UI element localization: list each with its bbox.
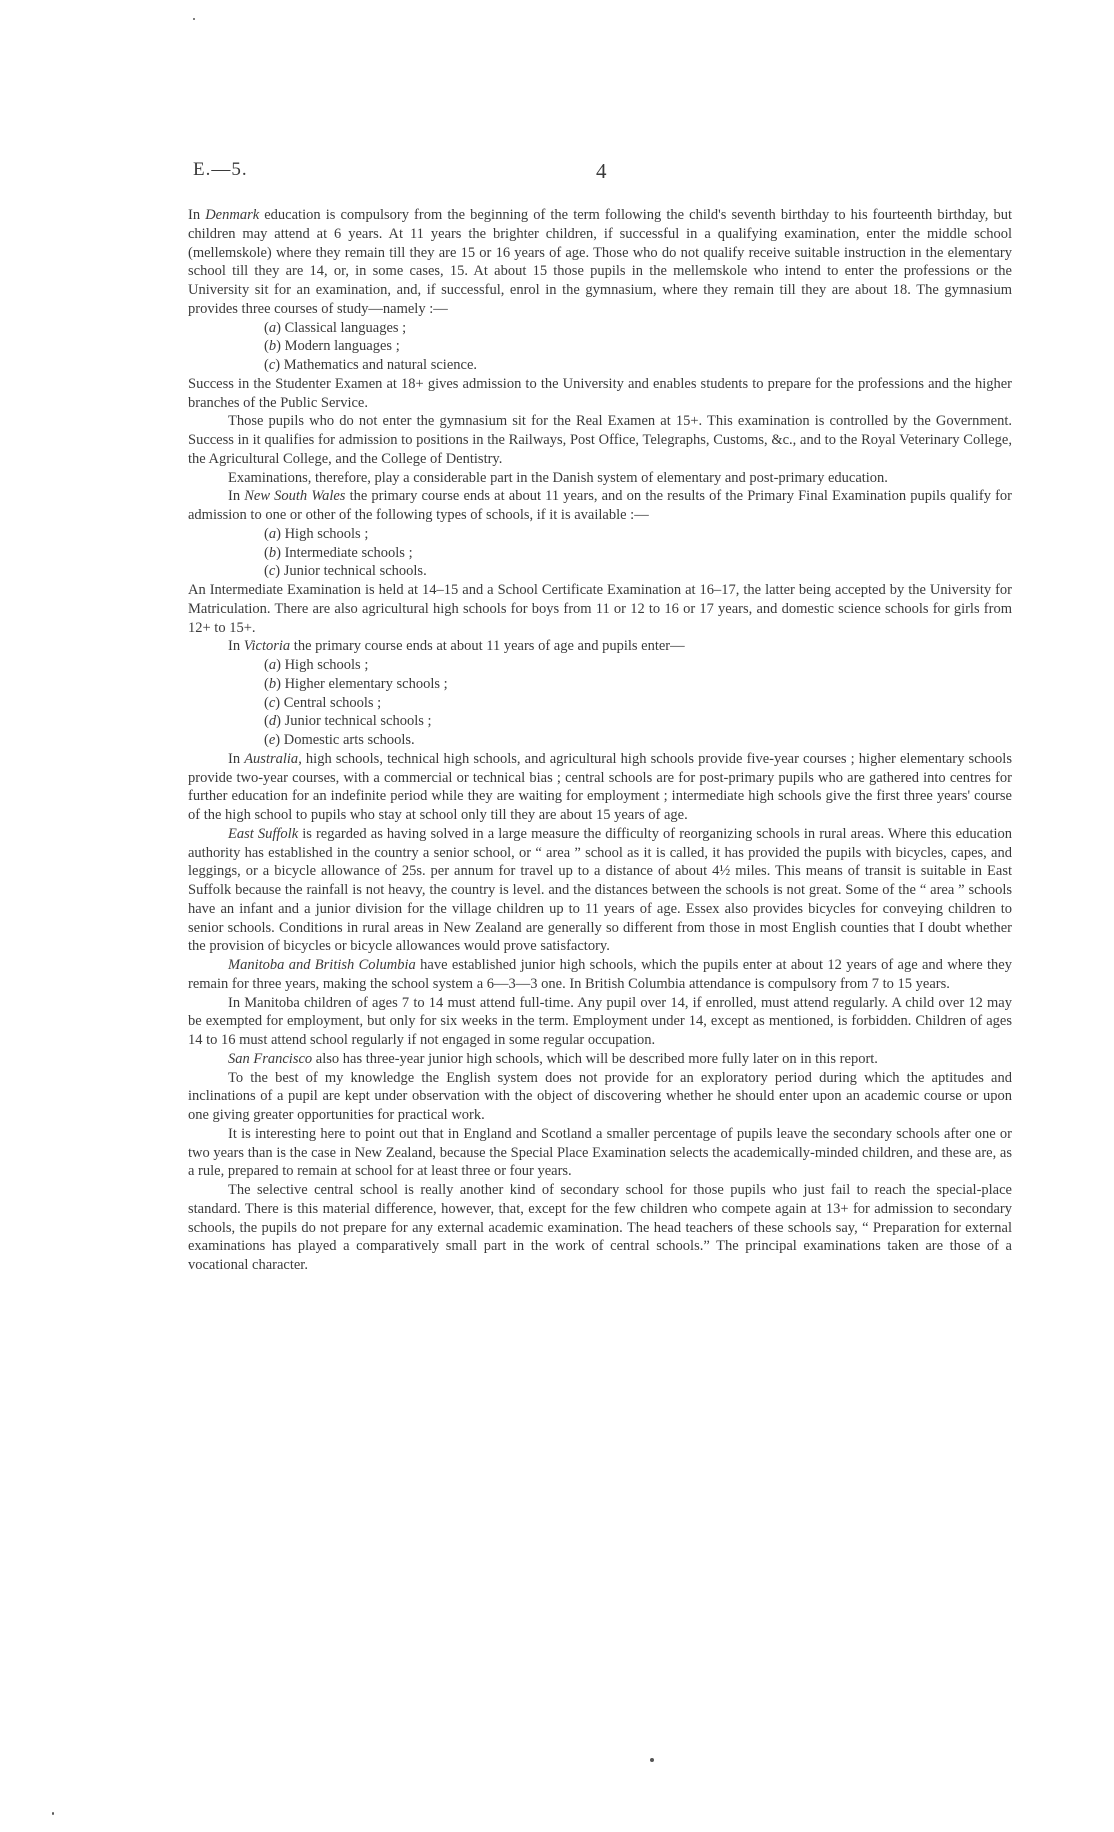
paragraph	[188, 637, 1012, 656]
list-marker: b	[268, 544, 277, 561]
page-number: 4	[596, 159, 607, 183]
paragraph-text: In Manitoba children of ages 7 to 14 must attend full-time. Any pupil over 14, if enrolled, must attend regularly. A child over 12 may be exempted for employment, but only for six weeks in the term. Employment under 14, except as mentioned, is forbidden. Children of ages 14 to 16 must attend school regularly if not engaged in some regular occupation.	[188, 994, 1012, 1048]
paragraph-text: Those pupils who do not enter the gymnasium sit for the Real Examen at 15+. This examination is controlled by the Government. Success in it qualifies for admission to positions in the Railways, Post Office, Telegraphs, Customs, &c., and to the Royal Veterinary College, the Agricultural College, and the College of Dentistry.	[188, 413, 1012, 467]
paragraph	[188, 825, 1012, 956]
paragraph	[188, 412, 1012, 468]
list-item-text: Modern languages ;	[280, 338, 400, 355]
paragraph-text: Success in the Studenter Examen at 18+ gives admission to the University and enables students to prepare for the professions and the higher branches of the Public Service.	[188, 375, 1012, 411]
paragraph-lead: In	[188, 207, 206, 223]
list-marker: a	[268, 657, 277, 673]
list-item-text: Higher elementary schools ;	[280, 675, 448, 692]
option-list	[188, 525, 1012, 581]
list-item: (a) Classical languages ;	[264, 319, 407, 336]
paragraph	[188, 469, 1012, 488]
place-name: New South Wales	[244, 488, 346, 505]
scan-speck	[52, 1812, 54, 1815]
list-marker: a	[268, 525, 277, 542]
list-marker: d	[268, 713, 277, 730]
list-item: (c) Junior technical schools.	[264, 563, 427, 580]
paragraph	[188, 1069, 1012, 1125]
list-item-text: High schools ;	[280, 525, 369, 542]
place-name: East Suffolk	[228, 825, 299, 842]
paragraph-text: the primary course ends at about 11 years of age and pupils enter—	[290, 638, 685, 655]
place-name: Australia	[244, 750, 299, 767]
paragraph	[188, 581, 1012, 637]
list-item: (b) Higher elementary schools ;	[264, 675, 448, 692]
paragraph	[188, 206, 1012, 319]
paragraph-lead: In	[228, 638, 244, 655]
paragraph	[188, 1050, 1012, 1069]
list-marker: c	[268, 694, 276, 711]
list-marker: c	[268, 563, 276, 580]
list-marker: b	[268, 675, 277, 692]
option-list	[188, 319, 1012, 375]
list-item-text: Classical languages ;	[280, 319, 407, 336]
list-item: (d) Junior technical schools ;	[264, 713, 432, 730]
list-item: (c) Central schools ;	[264, 694, 382, 711]
paragraph	[188, 375, 1012, 413]
paragraph-text: is regarded as having solved in a large measure the difficulty of reorganizing schools in rural areas. Where this education authority has established in the country a senior school, or “ area ” school as it is called, it has provided the pupils with bicycles, capes, and leggings, or a bicycle allowance of 25s. per annum for travel up to a distance of about 4½ miles. This means of transit is suitable in East Suffolk because the rainfall is not heavy, the country is level. and the distances between the schools is not great. Some of the “ area ” schools have an infant and a junior division for the village children up to 11 years of age. Essex also provides bicycles for conveying children to senior schools. Conditions in rural areas in New Zealand are generally so different from those in most English counties that I doubt whether the provision of bicycles or bicycle allowances would prove satisfactory.	[188, 825, 1012, 955]
paragraph-text: have established junior high schools, which the pupils enter at about 12 years of age and where they remain for three years, making the school system a 6—3—3 one. In British Columbia attendance is compulsory from 7 to 15 years.	[188, 957, 1012, 992]
paragraph	[188, 994, 1012, 1050]
paragraph-text: The selective central school is really another kind of secondary school for those pupils who just fail to reach the special-place standard. There is this material difference, however, that, except for the few children who compete again at 13+ for admission to secondary schools, the pupils do not prepare for any external academic examination. The head teachers of these schools say, “ Preparation for external examinations has played a comparatively small part in the work of central schools.” The principal examinations taken are those of a vocational character.	[188, 1182, 1012, 1273]
list-item-text: Junior technical schools.	[280, 563, 427, 580]
paragraph-text: Examinations, therefore, play a considerable part in the Danish system of elementary and post-primary education.	[228, 469, 888, 486]
paragraph	[188, 487, 1012, 525]
paragraph-text: To the best of my knowledge the English system does not provide for an exploratory period during which the aptitudes and inclinations of a pupil are kept under observation with the object of discovering whether he should enter upon an academic course or upon one giving greater opportunities for practical work.	[188, 1069, 1012, 1123]
paragraph-lead: In	[228, 750, 245, 767]
place-name: Denmark	[205, 207, 260, 223]
paragraph-text: education is compulsory from the beginning of the term following the child's seventh birthday to his fourteenth birthday, but children may attend at 6 years. At 11 years the brighter children, if successful in a qualifying examination, enter the middle school (mellemskole) where they remain till they are 15 or 16 years of age. Those who do not qualify receive suitable instruction in the elementary school till they are 14, or, in some cases, 15. At about 15 those pupils in the mellemskole who intend to enter the professions or the University sit for an examination, and, if successful, enrol in the gymnasium, where they remain till they are about 18. The gymnasium provides three courses of study—namely :—	[188, 207, 1012, 317]
scan-speck	[193, 18, 195, 20]
list-item-text: Mathematics and natural science.	[280, 357, 478, 373]
place-name: San Francisco	[228, 1050, 313, 1067]
list-item-text: Domestic arts schools.	[280, 732, 415, 748]
body-text	[188, 206, 1012, 1275]
paragraph-text: , high schools, technical high schools, and agricultural high schools provide five-year courses ; higher elementary schools provide two-year courses, with a commercial or technical bias ; central schools are for post-primary pupils who are gathered into centres for further education for an indefinite period while they are waiting for employment ; intermediate high schools give the first three years' course of the high school to pupils who stay at school only till they are about 15 years of age.	[188, 750, 1012, 823]
paragraph	[188, 750, 1012, 825]
option-list	[188, 656, 1012, 750]
list-item-text: Intermediate schools ;	[280, 544, 413, 561]
document-reference: E.—5.	[193, 159, 248, 180]
paragraph	[188, 1125, 1012, 1181]
list-item-text: High schools ;	[280, 657, 369, 673]
paragraph-text: It is interesting here to point out that in England and Scotland a smaller percentage of pupils leave the secondary schools after one or two years than is the case in New Zealand, because the Special Place Examination selects the academically-minded children, and these are, as a rule, prepared to remain at school for at least three or four years.	[188, 1125, 1012, 1180]
list-marker: a	[268, 319, 277, 336]
list-item: (c) Mathematics and natural science.	[264, 357, 478, 373]
list-item: (a) High schools ;	[264, 657, 369, 673]
scan-speck	[650, 1758, 654, 1762]
list-item-text: Junior technical schools ;	[280, 713, 432, 730]
list-item: (b) Intermediate schools ;	[264, 544, 413, 561]
list-marker: e	[268, 732, 276, 748]
list-marker: c	[268, 357, 276, 373]
place-name: Manitoba and British Columbia	[228, 957, 416, 973]
paragraph-text: also has three-year junior high schools, which will be described more fully later on in this report.	[312, 1050, 878, 1067]
paragraph-lead: In	[228, 488, 245, 505]
paragraph-text: the primary course ends at about 11 years, and on the results of the Primary Final Examination pupils qualify for admission to one or other of the following types of schools, if it is available :—	[188, 488, 1012, 523]
list-item: (a) High schools ;	[264, 525, 369, 542]
paragraph-text: An Intermediate Examination is held at 14–15 and a School Certificate Examination at 16–17, the latter being accepted by the University for Matriculation. There are also agricultural high schools for boys from 11 or 12 to 16 or 17 years, and domestic science schools for girls from 12+ to 15+.	[188, 582, 1012, 636]
list-item: (b) Modern languages ;	[264, 338, 400, 355]
list-marker: b	[268, 338, 277, 355]
paragraph	[188, 1181, 1012, 1275]
list-item-text: Central schools ;	[280, 694, 382, 711]
paragraph	[188, 956, 1012, 994]
list-item: (e) Domestic arts schools.	[264, 732, 415, 748]
place-name: Victoria	[243, 638, 291, 655]
